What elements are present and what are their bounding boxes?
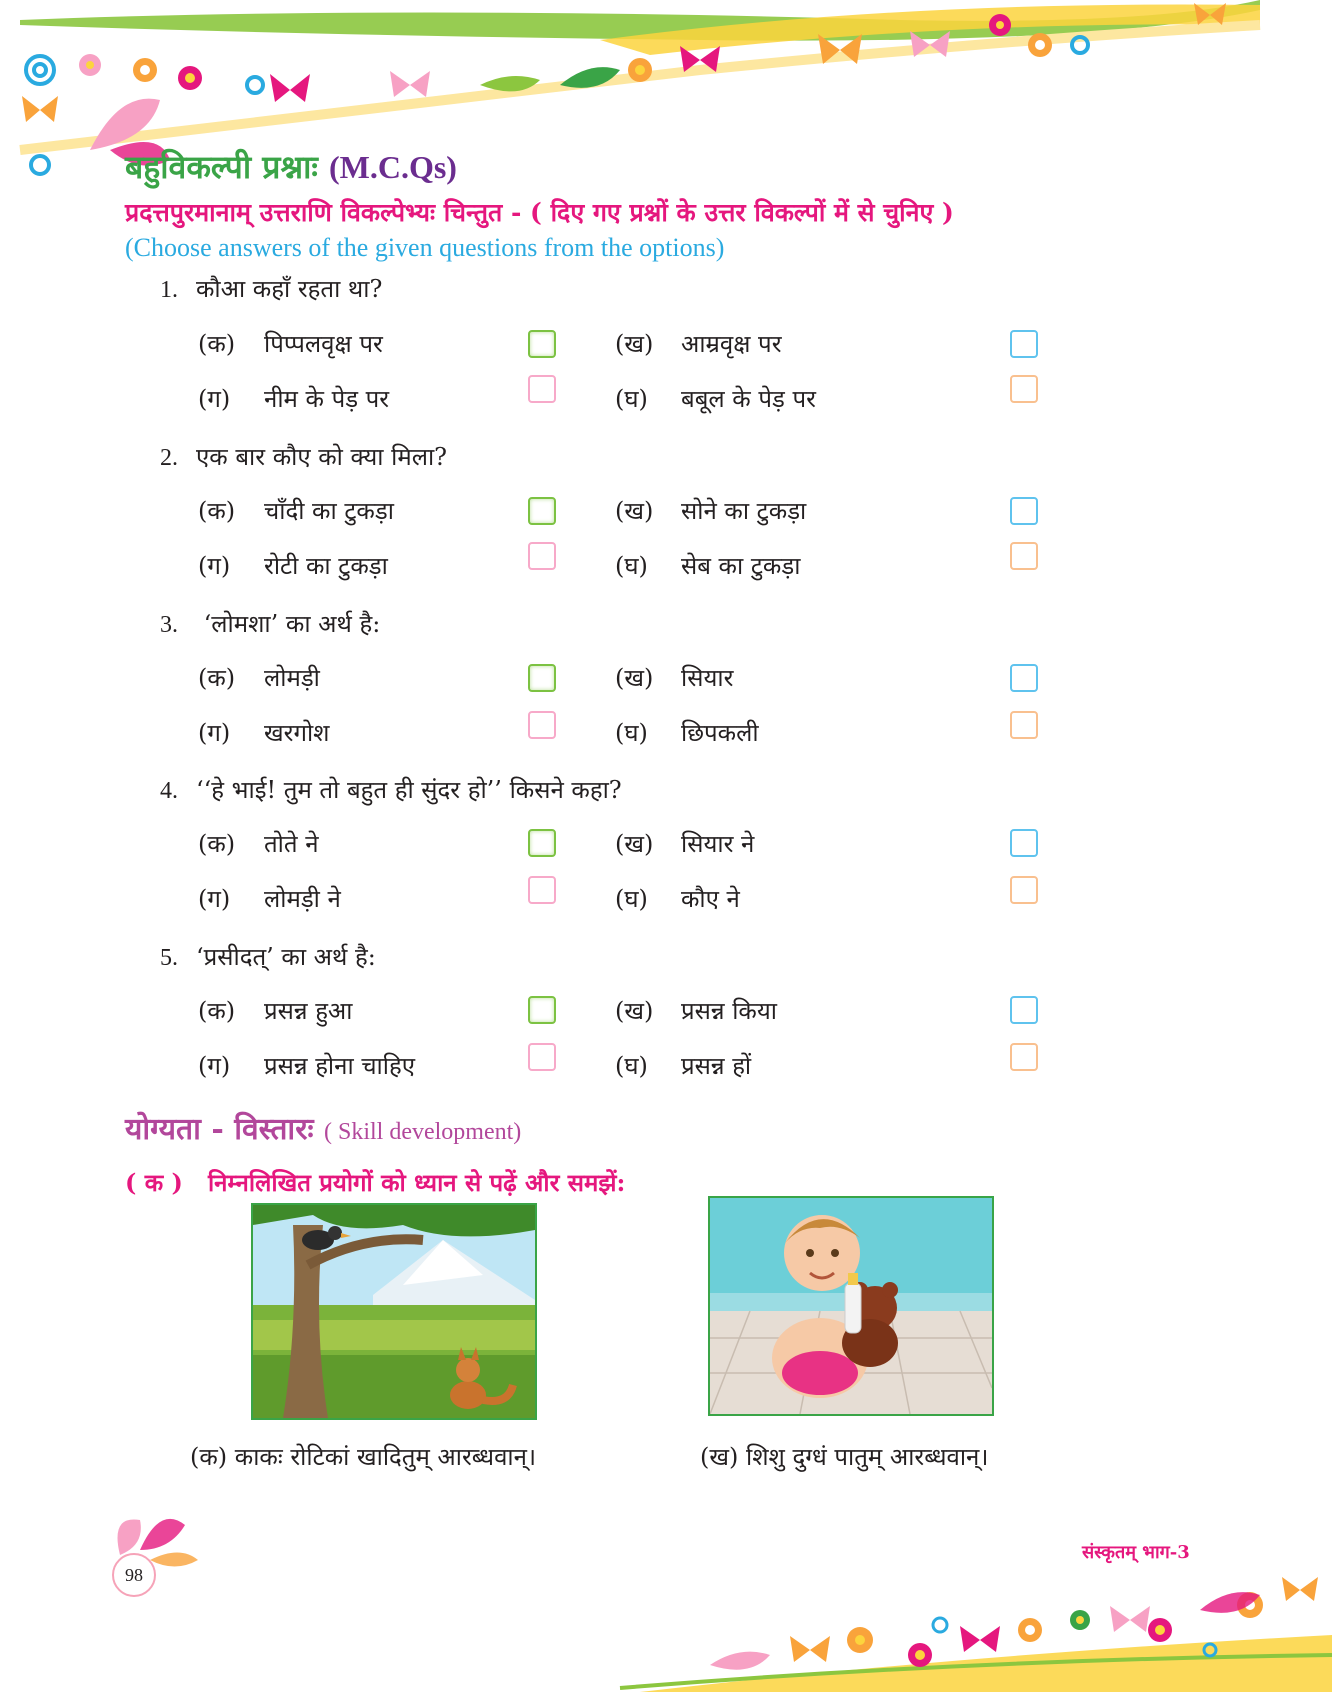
question-number: 1. (160, 277, 178, 303)
q5-option-a-checkbox[interactable] (528, 996, 556, 1024)
option-text: रोटी का टुकड़ा (264, 552, 388, 580)
option-label: (ख) (615, 664, 654, 692)
option-text: सियार (681, 664, 734, 692)
question-number: 2. (160, 445, 178, 471)
option-text: पिप्पलवृक्ष पर (264, 330, 383, 358)
q3-option-b (615, 661, 733, 694)
option-text: नीम के पेड़ पर (264, 385, 390, 413)
skill-section-title (125, 1107, 521, 1148)
q3-option-a (198, 661, 320, 694)
q5-option-d-checkbox[interactable] (1010, 1043, 1038, 1071)
q2-option-a-checkbox[interactable] (528, 497, 556, 525)
skill-sub-label: ( क ) (125, 1168, 183, 1197)
instruction-hindi: प्रदत्तपुरमानाम् उत्तराणि विकल्पेभ्यः चिन्तुत - ( दिए गए प्रश्नों के उत्तर विकल्पों में से चुनिए ) (125, 198, 954, 227)
option-text: छिपकली (681, 719, 759, 747)
option-label: (ख) (615, 497, 654, 525)
question-number: 3. (160, 612, 178, 638)
q3-option-a-checkbox[interactable] (528, 664, 556, 692)
question-text: ‘लोमशा’ का अर्थ है: (196, 610, 381, 638)
option-text: बबूल के पेड़ पर (681, 385, 816, 413)
q4-option-d (615, 882, 740, 915)
q1-option-a (198, 327, 383, 360)
question-number: 5. (160, 945, 178, 971)
option-text: खरगोश (264, 719, 330, 747)
q4-option-d-checkbox[interactable] (1010, 876, 1038, 904)
caption-crow: (क) काकः रोटिकां खादितुम् आरब्धवान्। (190, 1443, 537, 1471)
bottom-decorative-banner (560, 1560, 1332, 1692)
q1-option-b (615, 327, 782, 360)
question-text: एक बार कौए को क्या मिला? (196, 443, 448, 471)
option-label: (क) (198, 497, 236, 525)
q5-option-d (615, 1049, 751, 1082)
skill-subheading (125, 1166, 625, 1199)
option-text: आम्रवृक्ष पर (681, 330, 782, 358)
option-label: (घ) (615, 885, 648, 913)
option-label: (घ) (615, 1052, 648, 1080)
question-text: कौआ कहाँ रहता था? (196, 275, 383, 303)
question-text: ‘प्रसीदत्’ का अर्थ है: (196, 943, 376, 971)
q4-option-a-checkbox[interactable] (528, 829, 556, 857)
q2-option-c (198, 549, 388, 582)
q5-option-b-checkbox[interactable] (1010, 996, 1038, 1024)
option-label: (घ) (615, 719, 648, 747)
q5-option-b (615, 994, 777, 1027)
q3-option-c-checkbox[interactable] (528, 711, 556, 739)
option-label: (ग) (198, 719, 231, 747)
option-label: (घ) (615, 552, 648, 580)
question-number: 4. (160, 778, 178, 804)
question-5 (160, 940, 376, 973)
option-label: (ख) (615, 997, 654, 1025)
q2-option-d-checkbox[interactable] (1010, 542, 1038, 570)
option-label: (क) (198, 830, 236, 858)
option-text: कौए ने (681, 885, 740, 913)
option-label: (ख) (615, 830, 654, 858)
skill-title-english: ( Skill development) (323, 1119, 522, 1145)
option-label: (ग) (198, 1052, 231, 1080)
mcq-title-english: (M.C.Qs) (328, 149, 457, 185)
option-text: तोते ने (264, 830, 319, 858)
q2-option-b (615, 494, 806, 527)
option-text: सेब का टुकड़ा (681, 552, 801, 580)
mcq-title-hindi: बहुविकल्पी प्रश्नाः (125, 148, 318, 186)
book-title: संस्कृतम् भाग-3 (1082, 1542, 1190, 1563)
q4-option-b (615, 827, 754, 860)
skill-title-hindi: योग्यता - विस्तारः (125, 1112, 314, 1147)
option-label: (क) (198, 997, 236, 1025)
crow-fox-illustration (251, 1203, 537, 1420)
caption-baby: (ख) शिशु दुग्धं पातुम् आरब्धवान्। (700, 1443, 989, 1471)
question-4 (160, 773, 622, 806)
q2-option-a (198, 494, 394, 527)
option-text: प्रसन्न हुआ (264, 997, 353, 1025)
option-text: लोमड़ी ने (264, 885, 341, 913)
option-text: सियार ने (681, 830, 755, 858)
q2-option-d (615, 549, 800, 582)
q5-option-c (198, 1049, 415, 1082)
question-text: ‘‘हे भाई! तुम तो बहुत ही सुंदर हो’’ किसने कहा? (196, 776, 622, 804)
option-label: (क) (198, 330, 236, 358)
q1-option-b-checkbox[interactable] (1010, 330, 1038, 358)
option-label: (क) (198, 664, 236, 692)
q2-option-c-checkbox[interactable] (528, 542, 556, 570)
question-1 (160, 272, 382, 305)
skill-sub-text: निम्नलिखित प्रयोगों को ध्यान से पढ़ें और समझें: (207, 1168, 626, 1197)
option-label: (घ) (615, 385, 648, 413)
q5-option-a (198, 994, 352, 1027)
q4-option-c-checkbox[interactable] (528, 876, 556, 904)
option-text: लोमड़ी (264, 664, 320, 692)
q4-option-a (198, 827, 319, 860)
q1-option-c (198, 382, 389, 415)
q1-option-a-checkbox[interactable] (528, 330, 556, 358)
option-text: प्रसन्न होना चाहिए (264, 1052, 416, 1080)
option-text: प्रसन्न किया (681, 997, 777, 1025)
q3-option-d (615, 716, 759, 749)
mcq-section-title (125, 145, 457, 188)
option-label: (ग) (198, 885, 231, 913)
q2-option-b-checkbox[interactable] (1010, 497, 1038, 525)
baby-bottle-illustration (708, 1196, 994, 1416)
q1-option-d (615, 382, 816, 415)
option-text: सोने का टुकड़ा (681, 497, 807, 525)
q4-option-c (198, 882, 341, 915)
q1-option-c-checkbox[interactable] (528, 375, 556, 403)
q3-option-d-checkbox[interactable] (1010, 711, 1038, 739)
q1-option-d-checkbox[interactable] (1010, 375, 1038, 403)
option-label: (ग) (198, 385, 231, 413)
option-label: (ग) (198, 552, 231, 580)
q3-option-b-checkbox[interactable] (1010, 664, 1038, 692)
instruction-english: (Choose answers of the given questions from the options) (125, 233, 725, 262)
q4-option-b-checkbox[interactable] (1010, 829, 1038, 857)
question-2 (160, 440, 447, 473)
option-label: (ख) (615, 330, 654, 358)
option-text: चाँदी का टुकड़ा (264, 497, 394, 525)
option-text: प्रसन्न हों (681, 1052, 752, 1080)
q3-option-c (198, 716, 330, 749)
q5-option-c-checkbox[interactable] (528, 1043, 556, 1071)
page-number: 98 (112, 1553, 156, 1597)
question-3 (160, 607, 380, 640)
